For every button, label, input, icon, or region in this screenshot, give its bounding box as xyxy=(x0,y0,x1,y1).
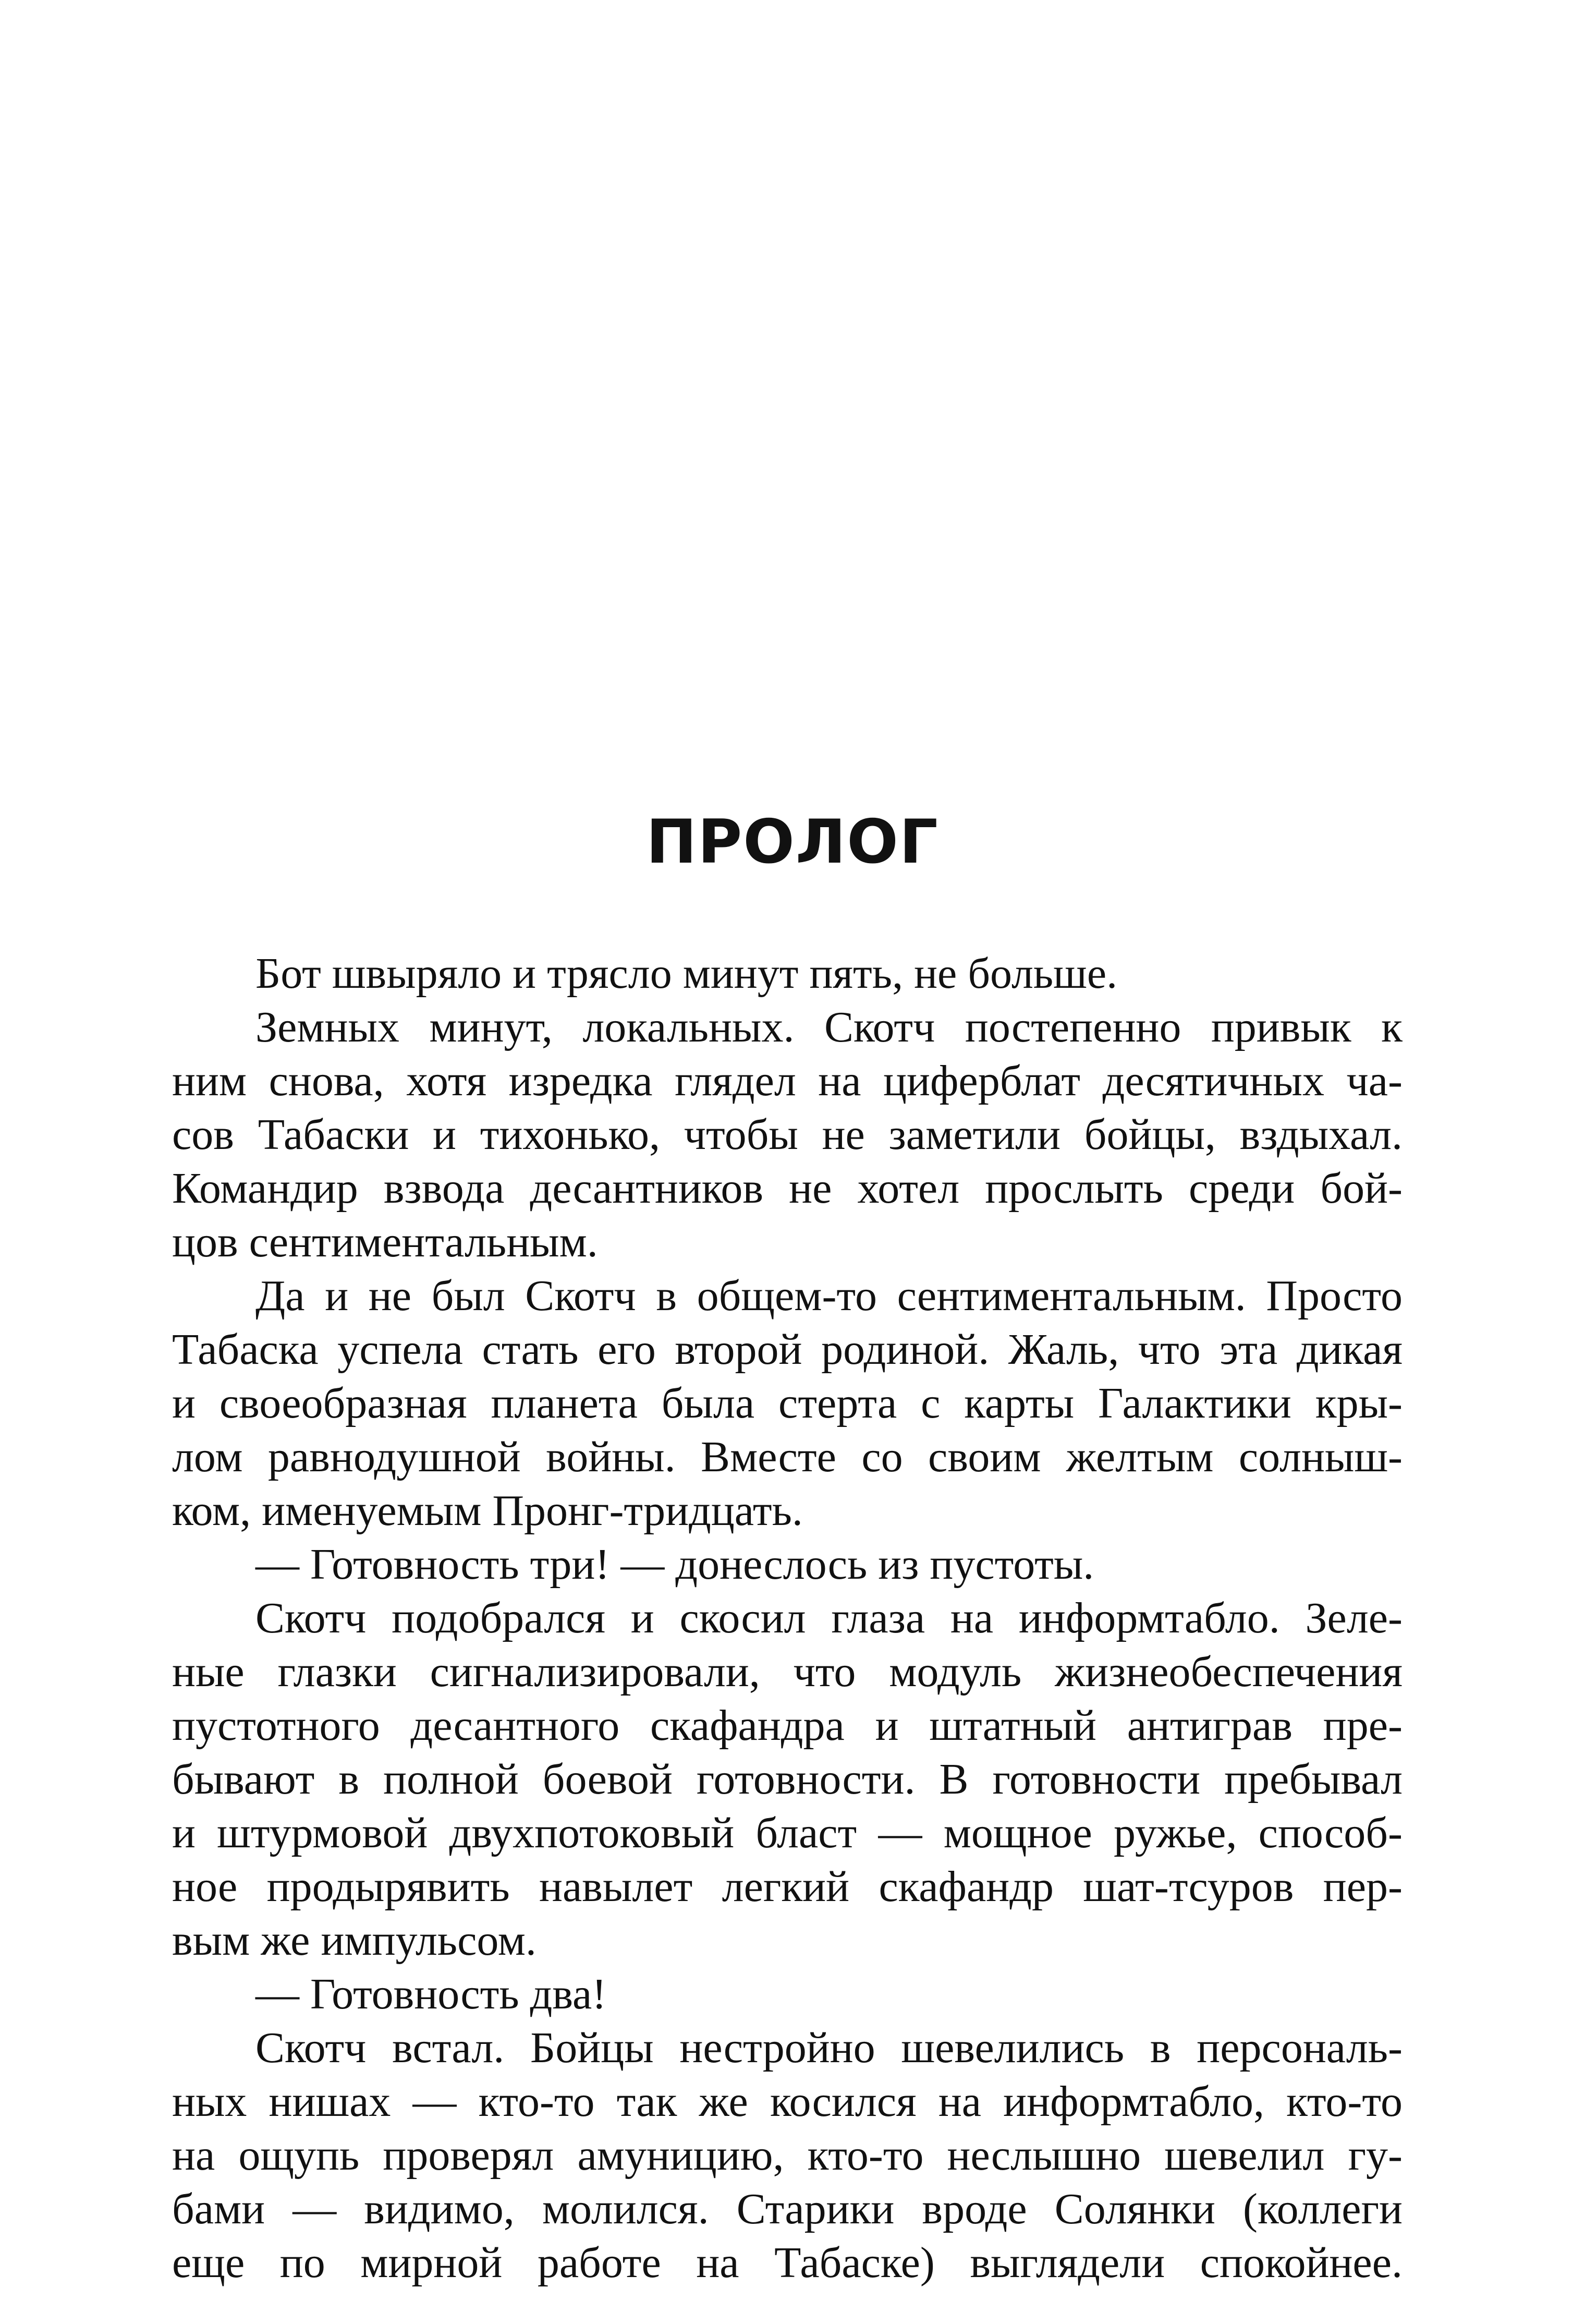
text-line: Командир взвода десантников не хотел прослыть среди бой- xyxy=(172,1164,1403,1213)
text-line: лом равнодушной войны. Вместе со своим желтым солныш- xyxy=(172,1433,1403,1481)
text-line: сов Табаски и тихонько, чтобы не заметили бойцы, вздыхал. xyxy=(172,1110,1403,1159)
text-line: — Готовность три! — донеслось из пустоты. xyxy=(255,1540,1094,1589)
text-line: пустотного десантного скафандра и штатный антиграв пре- xyxy=(172,1701,1403,1750)
text-line: вым же импульсом. xyxy=(172,1916,537,1965)
text-line: — Готовность два! xyxy=(255,1970,607,2018)
text-line: бами — видимо, молился. Старики вроде Солянки (коллеги xyxy=(172,2185,1403,2233)
text-line: Табаска успела стать его второй родиной. Жаль, что эта дикая xyxy=(172,1325,1403,1374)
text-line: цов сентиментальным. xyxy=(172,1218,598,1266)
text-line: и своеобразная планета была стерта с карты Галактики кры- xyxy=(172,1379,1403,1427)
text-line: Да и не был Скотч в общем-то сентиментальным. Просто xyxy=(255,1272,1403,1320)
text-line: ним снова, хотя изредка глядел на циферблат десятичных ча- xyxy=(172,1057,1403,1105)
text-line: ных нишах — кто-то так же косился на информтабло, кто-то xyxy=(172,2077,1403,2126)
text-line: ное продырявить навылет легкий скафандр шат-тсуров пер- xyxy=(172,1862,1403,1911)
text-line: Земных минут, локальных. Скотч постепенно привык к xyxy=(255,1003,1403,1051)
chapter-body xyxy=(172,947,1403,2290)
text-line: ные глазки сигнализировали, что модуль жизнеобеспечения xyxy=(172,1648,1403,1696)
text-line: и штурмовой двухпотоковый бласт — мощное ружье, способ- xyxy=(172,1809,1403,1857)
text-line: Скотч подобрался и скосил глаза на информтабло. Зеле- xyxy=(255,1594,1403,1642)
text-line: Бот швыряло и трясло минут пять, не больше. xyxy=(255,949,1118,998)
chapter-title: ПРОЛОГ xyxy=(646,807,939,877)
text-line: бывают в полной боевой готовности. В готовности пребывал xyxy=(172,1755,1403,1803)
text-line: на ощупь проверял амуницию, кто-то неслышно шевелил гу- xyxy=(172,2131,1403,2180)
text-line: ком, именуемым Пронг-тридцать. xyxy=(172,1486,803,1535)
text-line: Скотч встал. Бойцы нестройно шевелились в персональ- xyxy=(255,2024,1403,2072)
text-line: еще по мирной работе на Табаске) выглядели спокойнее. xyxy=(172,2238,1403,2287)
